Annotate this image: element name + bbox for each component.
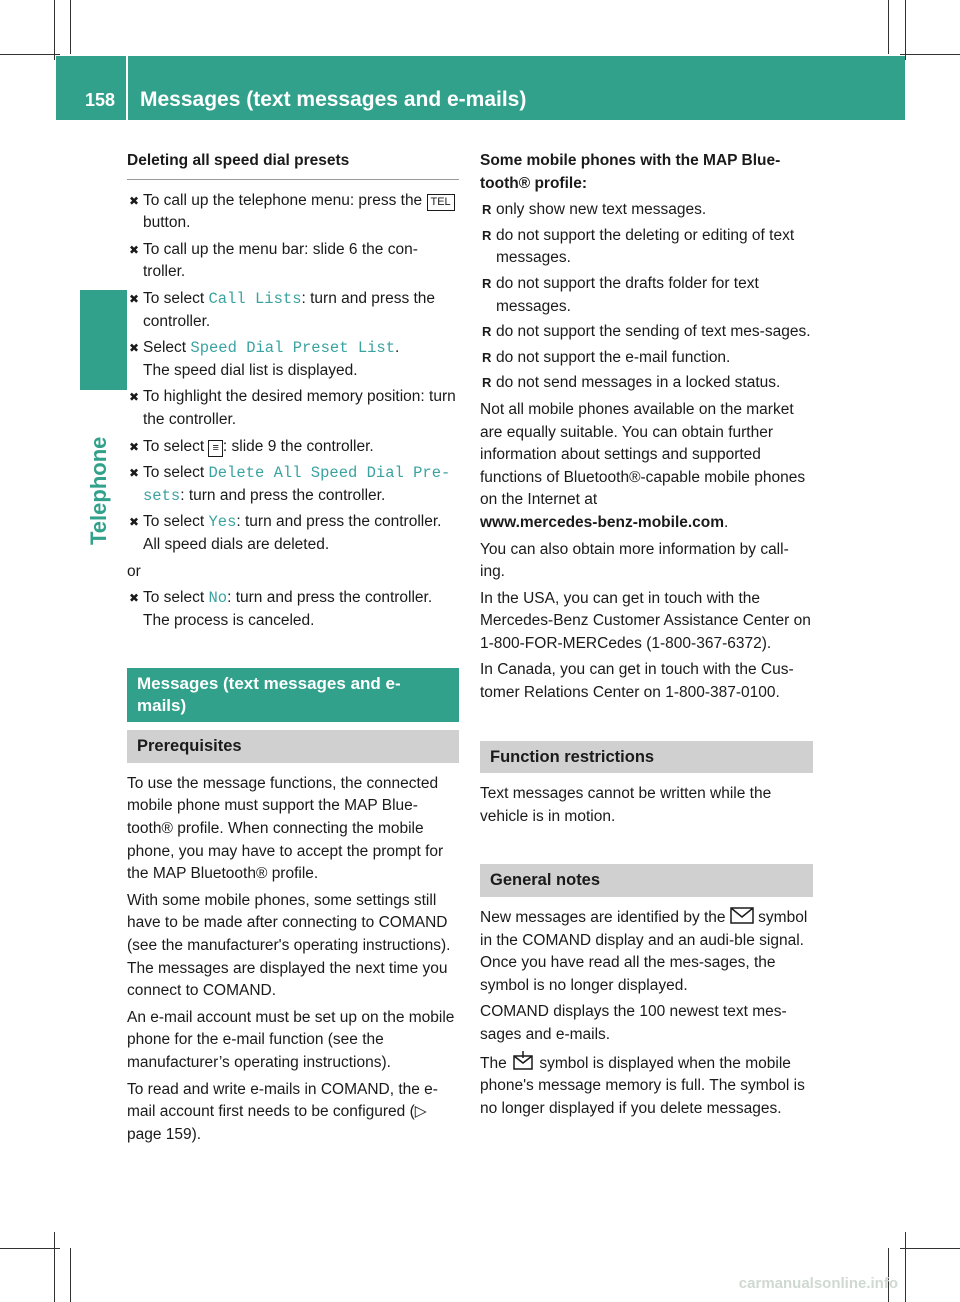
intro-heading: Some mobile phones with the MAP Blue-tooth® profile: bbox=[480, 152, 781, 192]
paragraph: You can also obtain more information by call-ing. bbox=[480, 540, 789, 581]
step: ✖ To call up the telephone menu: press the TEL button. bbox=[127, 190, 459, 235]
step-arrow-icon: ✖ bbox=[129, 341, 140, 356]
or-text: or bbox=[127, 562, 141, 580]
list-item: R do not send messages in a locked status. bbox=[480, 372, 813, 395]
crop-mark bbox=[54, 0, 55, 60]
step-arrow-icon: ✖ bbox=[129, 291, 140, 306]
sidebar-label: Telephone bbox=[86, 436, 111, 545]
left-column bbox=[127, 150, 459, 1150]
paragraph: In Canada, you can get in touch with the Cus-tomer Relations Center on 1-800-387-0100. bbox=[480, 661, 794, 702]
list-item: R do not support the sending of text mes-sages. bbox=[480, 321, 813, 344]
list-item: R only show new text messages. bbox=[480, 199, 813, 222]
step: ✖ To highlight the desired memory position: turn the controller. bbox=[129, 388, 456, 428]
website-url[interactable]: www.mercedes-benz-mobile.com bbox=[480, 513, 725, 531]
crop-mark bbox=[70, 1248, 71, 1302]
envelope-icon bbox=[730, 907, 754, 924]
crop-mark bbox=[70, 0, 71, 54]
menu-item-yes: Yes bbox=[208, 513, 237, 532]
page-title: Messages (text messages and e-mails) bbox=[140, 88, 527, 111]
list-item: R do not support the e-mail function. bbox=[480, 347, 813, 370]
step-arrow-icon: ✖ bbox=[129, 390, 140, 405]
controller-slide-icon: 6 bbox=[348, 240, 358, 258]
crop-mark bbox=[0, 1248, 60, 1249]
section-banner-restrictions: Function restrictions bbox=[480, 741, 813, 774]
options-icon: ≡ bbox=[208, 440, 222, 457]
list-item: R do not support the deleting or editing of text messages. bbox=[482, 226, 795, 267]
step-arrow-icon: ✖ bbox=[129, 193, 140, 208]
section-title: Deleting all speed dial presets bbox=[127, 150, 459, 180]
crop-mark bbox=[888, 0, 889, 54]
crop-mark bbox=[900, 54, 960, 55]
bullet-icon: R bbox=[482, 202, 492, 218]
section-banner-messages: Messages (text messages and e-mails) bbox=[127, 668, 459, 722]
step: ✖ Select Speed Dial Preset List. The speed dial list is displayed. bbox=[129, 339, 400, 379]
paragraph: An e-mail account must be set up on the mobile phone for the e-mail function (see the manufacturer’s operating instructions). bbox=[127, 1008, 455, 1071]
paragraph: To read and write e-mails in COMAND, the e-mail account first needs to be configured (▷ page 159). bbox=[127, 1080, 438, 1143]
crop-mark bbox=[905, 0, 906, 60]
step-arrow-icon: ✖ bbox=[129, 591, 140, 606]
crop-mark bbox=[905, 1232, 906, 1302]
controller-slide-icon: 9 bbox=[267, 437, 277, 455]
paragraph: To use the message functions, the connected mobile phone must support the MAP Blue-tooth® profile. When connecting the mobile phone, you may have to accept the prompt for the MAP Bluetooth® profile. bbox=[127, 774, 444, 883]
section-banner-general-notes: General notes bbox=[480, 864, 813, 897]
step: ✖ To select Yes: turn and press the controller. All speed dials are deleted. bbox=[129, 513, 442, 553]
step-arrow-icon: ✖ bbox=[129, 515, 140, 530]
menu-item-speed-dial-preset-list: Speed Dial Preset List bbox=[190, 339, 396, 358]
section-banner-prerequisites: Prerequisites bbox=[127, 730, 459, 763]
sidebar-tab bbox=[80, 290, 127, 390]
step: ✖ To select Delete All Speed Dial Pre-sets: turn and press the controller. bbox=[129, 464, 451, 505]
paragraph: In the USA, you can get in touch with the Mercedes-Benz Customer Assistance Center on 1-800-FOR-MERCedes (1-800-367-6372). bbox=[480, 589, 811, 652]
step-arrow-icon: ✖ bbox=[129, 439, 140, 454]
bullet-icon: R bbox=[482, 375, 492, 391]
bullet-icon: R bbox=[482, 227, 492, 243]
step-arrow-icon: ✖ bbox=[129, 242, 140, 257]
list-item: R do not support the drafts folder for text messages. bbox=[482, 274, 759, 315]
right-column bbox=[480, 150, 813, 1124]
step: ✖ To select ≡ : slide 9 the controller. bbox=[127, 436, 459, 459]
page-number: 158 bbox=[85, 90, 116, 110]
step: ✖ To select No: turn and press the controller. The process is canceled. bbox=[129, 589, 433, 629]
paragraph: With some mobile phones, some settings still have to be made after connecting to COMAND (see the manufacturer's operating instructions). The messages are displayed the next time you connect to COMAND. bbox=[127, 891, 451, 1000]
crop-mark bbox=[54, 1232, 55, 1302]
message-memory-full-icon bbox=[511, 1051, 535, 1071]
paragraph: New messages are identified by the symbol in the COMAND display and an audi-ble signal. Once you have read all the mes-sages, the symbol is no longer displayed. bbox=[480, 909, 808, 994]
step: ✖ To select Call Lists: turn and press the controller. bbox=[129, 289, 436, 330]
step: ✖ To call up the menu bar: slide 6 the con-troller. bbox=[129, 240, 418, 281]
tel-button-icon: TEL bbox=[427, 194, 455, 211]
paragraph: The symbol is displayed when the mobile phone's message memory is full. The symbol is no longer displayed if you delete messages. bbox=[480, 1051, 813, 1121]
step-arrow-icon: ✖ bbox=[129, 466, 140, 481]
header-divider bbox=[126, 56, 128, 120]
crop-mark bbox=[0, 54, 60, 55]
bullet-icon: R bbox=[482, 275, 492, 291]
paragraph: COMAND displays the 100 newest text mes-sages and e-mails. bbox=[480, 1003, 787, 1043]
menu-item-delete-all: Delete All Speed Dial Pre-sets bbox=[143, 464, 451, 505]
paragraph: Not all mobile phones available on the market are equally suitable. You can obtain further information about settings and supported functions of Bluetooth®-capable mobile phones on the Internet at www.mercedes-benz-mobile.com. bbox=[480, 400, 806, 531]
bullet-icon: R bbox=[482, 324, 492, 340]
paragraph: Text messages cannot be written while the vehicle is in motion. bbox=[480, 785, 772, 825]
menu-item-no: No bbox=[208, 589, 228, 608]
menu-item-call-lists: Call Lists bbox=[208, 289, 302, 308]
watermark: carmanualsonline.info bbox=[738, 1275, 898, 1292]
crop-mark bbox=[900, 1248, 960, 1249]
bullet-icon: R bbox=[482, 349, 492, 365]
